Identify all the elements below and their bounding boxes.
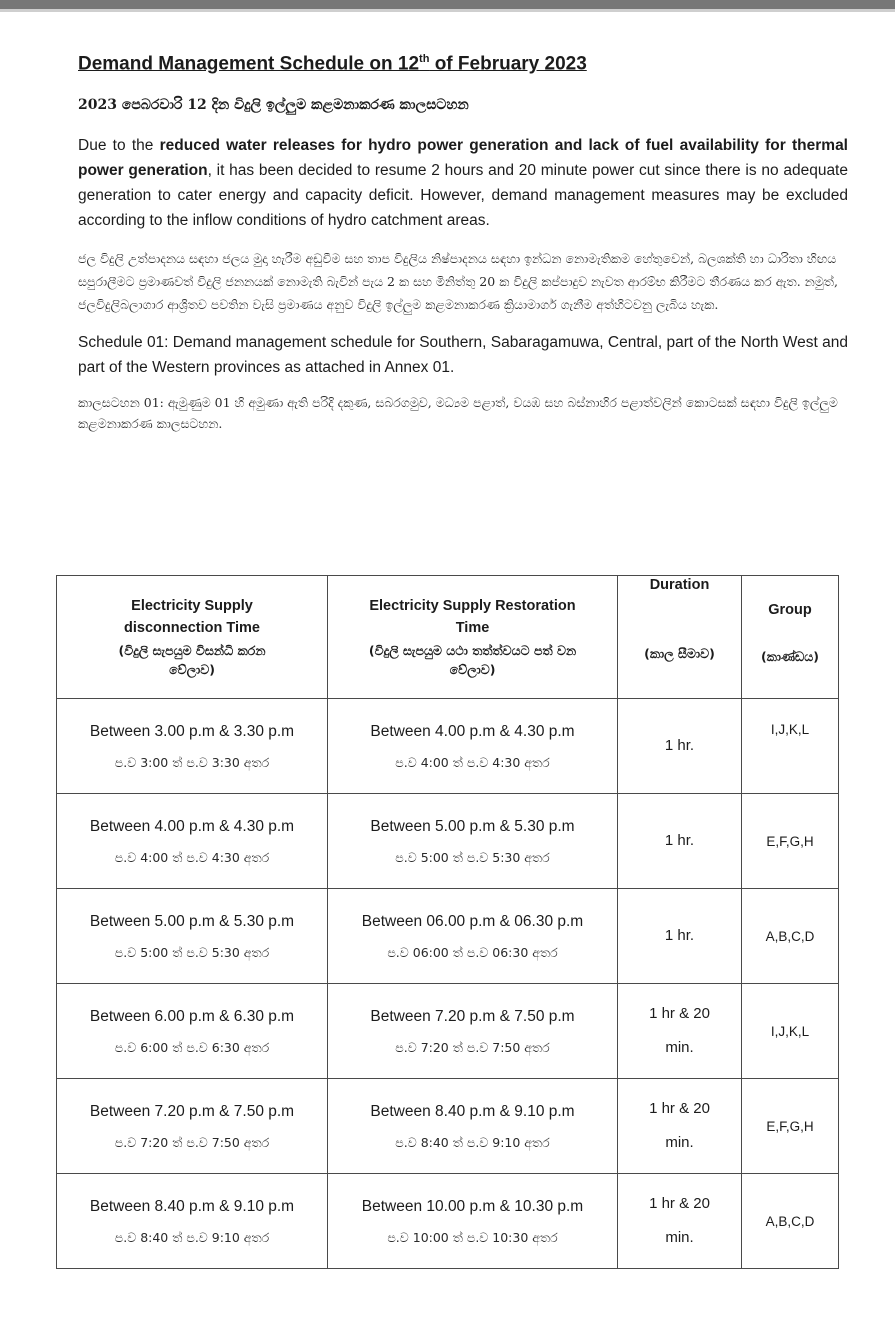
cell-group: A,B,C,D <box>742 1174 839 1269</box>
header-duration: Duration (කාල සීමාව) <box>618 576 742 699</box>
cell-disconnect: Between 3.00 p.m & 3.30 p.m ප.ව 3:00 ත් ප.ව 3:30 අතර <box>57 699 328 794</box>
sinhala-title: 2023 පෙබරවාරි 12 දින විදුලි ඉල්ලුම කළමනාකරණ කාලසටහන <box>78 97 469 114</box>
cell-restore: Between 06.00 p.m & 06.30 p.m ප.ව 06:00 ත් ප.ව 06:30 අතර <box>328 889 618 984</box>
sinhala-schedule-note: කාලසටහන 01: ඇමුණුම 01 හි අමුණා ඇති පරිදි දකුණ, සබරගමුව, මධ්‍යම පළාත්, වයඹ සහ බස්නාහිර පළාත්වලින් කොටසක් සඳහා විදුලි ඉල්ලුම කළමනාකරණ කාලසටහන. <box>78 395 838 432</box>
cell-restore: Between 4.00 p.m & 4.30 p.m ප.ව 4:00 ත් ප.ව 4:30 අතර <box>328 699 618 794</box>
cell-duration: 1 hr & 20 min. <box>618 1174 742 1269</box>
table-row <box>57 889 839 984</box>
cell-restore: Between 7.20 p.m & 7.50 p.m ප.ව 7:20 ත් ප.ව 7:50 අතර <box>328 984 618 1079</box>
cell-group: A,B,C,D <box>742 889 839 984</box>
cell-restore: Between 5.00 p.m & 5.30 p.m ප.ව 5:00 ත් ප.ව 5:30 අතර <box>328 794 618 889</box>
table-row <box>57 794 839 889</box>
table-row <box>57 699 839 794</box>
top-border-shadow <box>0 9 895 12</box>
cell-duration: 1 hr & 20 min. <box>618 984 742 1079</box>
cell-disconnect: Between 5.00 p.m & 5.30 p.m ප.ව 5:00 ත් ප.ව 5:30 අතර <box>57 889 328 984</box>
cell-restore: Between 10.00 p.m & 10.30 p.m ප.ව 10:00 ත් ප.ව 10:30 අතර <box>328 1174 618 1269</box>
table-row <box>57 1174 839 1269</box>
page-title: Demand Management Schedule on 12th of February 2023 <box>78 53 587 75</box>
cell-group: I,J,K,L <box>742 699 839 794</box>
cell-group: I,J,K,L <box>742 984 839 1079</box>
table-header-row <box>57 576 839 699</box>
cell-disconnect: Between 4.00 p.m & 4.30 p.m ප.ව 4:00 ත් ප.ව 4:30 අතර <box>57 794 328 889</box>
header-group: Group (කාණ්ඩය) <box>742 576 839 699</box>
schedule-table <box>56 575 839 1269</box>
cell-group: E,F,G,H <box>742 1079 839 1174</box>
cell-restore: Between 8.40 p.m & 9.10 p.m ප.ව 8:40 ත් ප.ව 9:10 අතර <box>328 1079 618 1174</box>
sinhala-intro-paragraph: ජල විදුලි උත්පාදනය සඳහා ජලය මුදා හැරීම අඩුවීම සහ තාප විදුලිය නිෂ්පාදනය සඳහා ඉන්ධන නොමැතිකම හේතුවෙන්, බලශක්ති හා ධාරිතා හිඟය සපුරාලීමට ප්‍රමාණවත් විදුලි ජනනයක් නොමැති බැවින් පැය 2 ක සහ මිනිත්තු 20 ක විදුලි කප්පාදුව නැවත ආරම්භ කිරීමට තීරණය කර ඇත. නමුත්, ජලවිදුලිබලාගාර ආශ්‍රිතව පවතින වැසි ප්‍රමාණය අනුව විදුලි ඉල්ලුම කළමනාකරණ ක්‍රියාමාර්ග ගැනීම අත්හිටවනු ලැබිය හැක. <box>78 251 838 313</box>
table-row <box>57 984 839 1079</box>
schedule-note: Schedule 01: Demand management schedule for Southern, Sabaragamuwa, Central, part of the North West and part of the Western provinces as attached in Annex 01. <box>78 334 848 377</box>
intro-paragraph: Due to the reduced water releases for hydro power generation and lack of fuel availability for thermal power generation, it has been decided to resume 2 hours and 20 minute power cut since there is no adequate generation to cater energy and capacity deficit. However, demand management measures may be excluded according to the inflow conditions of hydro catchment areas. <box>78 137 848 230</box>
cell-duration: 1 hr & 20 min. <box>618 1079 742 1174</box>
top-border <box>0 0 895 9</box>
document-body <box>78 46 848 434</box>
cell-duration: 1 hr. <box>618 794 742 889</box>
header-disconnect: Electricity Supply disconnection Time (විදුලි සැපයුම විසන්ධි කරන වේලාව) <box>57 576 328 699</box>
cell-disconnect: Between 6.00 p.m & 6.30 p.m ප.ව 6:00 ත් ප.ව 6:30 අතර <box>57 984 328 1079</box>
cell-duration: 1 hr. <box>618 889 742 984</box>
cell-duration: 1 hr. <box>618 699 742 794</box>
cell-disconnect: Between 8.40 p.m & 9.10 p.m ප.ව 8:40 ත් ප.ව 9:10 අතර <box>57 1174 328 1269</box>
table-row <box>57 1079 839 1174</box>
header-restore: Electricity Supply Restoration Time (විදුලි සැපයුම යථා තත්ත්වයට පත් වන වේලාව) <box>328 576 618 699</box>
cell-disconnect: Between 7.20 p.m & 7.50 p.m ප.ව 7:20 ත් ප.ව 7:50 අතර <box>57 1079 328 1174</box>
cell-group: E,F,G,H <box>742 794 839 889</box>
